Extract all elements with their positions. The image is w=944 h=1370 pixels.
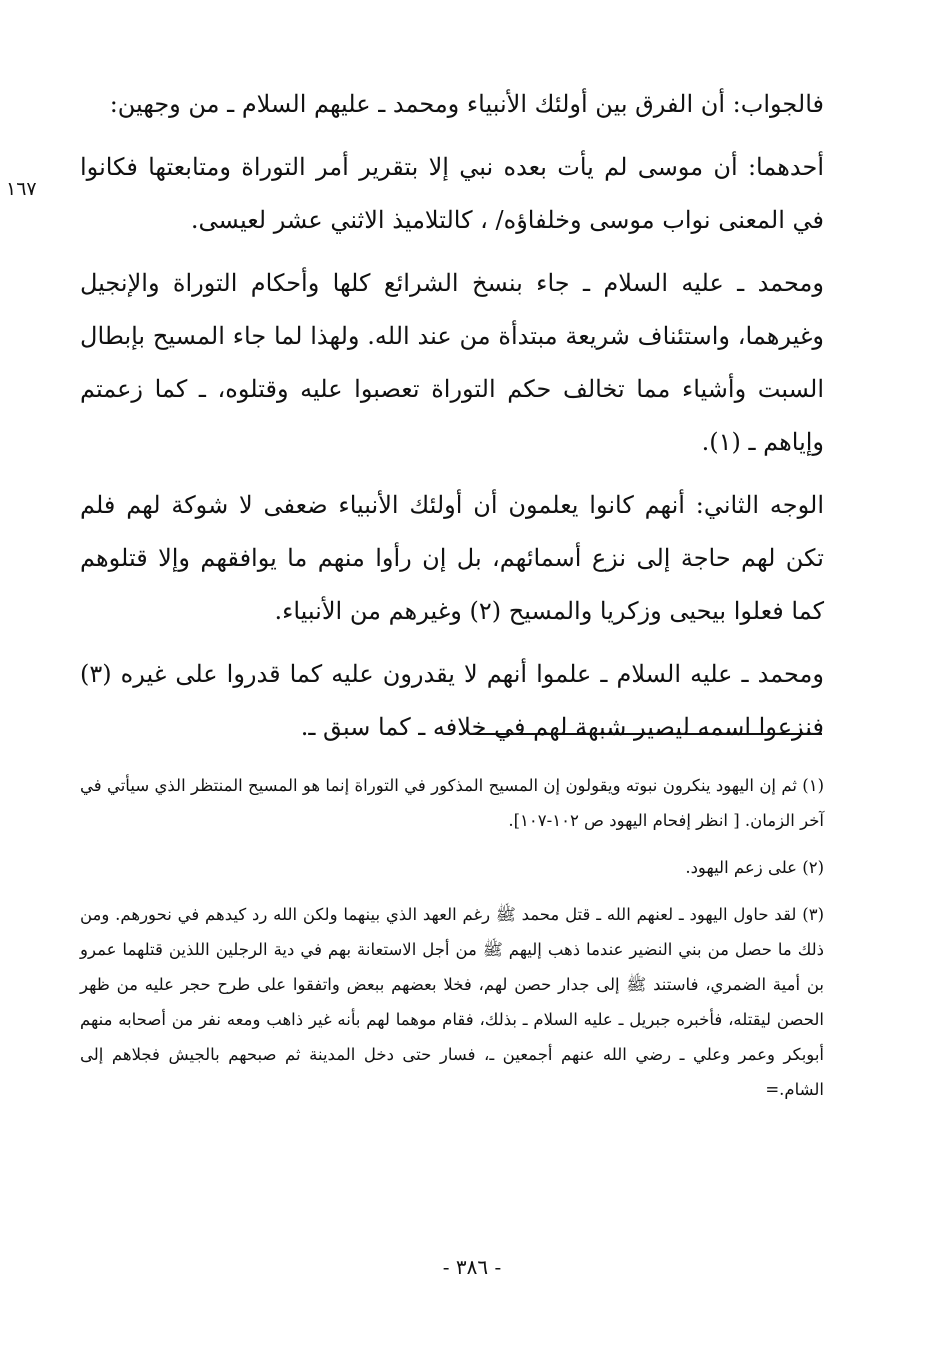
paragraph-second-aspect: الوجه الثاني: أنهم كانوا يعلمون أن أولئك الأنبياء ضعفى لا شوكة لهم فلم تكن لهم حاجة إلى نزع أسمائهم، بل إن رأوا منهم ما يوافقهم وإلا قتلوهم كما فعلوا بيحيى وزكريا والمسيح (٢) وغيرهم من الأنبياء. — [80, 491, 824, 625]
main-text — [80, 78, 824, 764]
footnote-separator — [470, 733, 822, 735]
page-number: - ٣٨٦ - — [442, 1255, 502, 1279]
footnote-1: (١) ثم إن اليهود ينكرون نبوته ويقولون إن المسيح المذكور في التوراة إنما هو المسيح المنتظر الذي سيأتي في آخر الزمان. [ انظر إفحام اليهود ص ١٠٢-١٠٧]. — [80, 776, 824, 830]
footnote-3: (٣) لقد حاول اليهود ـ لعنهم الله ـ قتل محمد ﷺ رغم العهد الذي بينهما ولكن الله رد كيدهم في نحورهم. ومن ذلك ما حصل من بني النضير عندما ذهب إليهم ﷺ من أجل الاستعانة بهم في دية الرجلين اللذين قتلهما عمرو بن أمية الضمري، فاستند ﷺ إلى جدار حصن لهم، فخلا بعضهم ببعض واتفقوا على طرح حجر عليه من ظهر الحصن ليقتله، فأخبره جبريل ـ عليه السلام ـ بذلك، فقام موهما لهم بأنه غير ذاهب ومعه نفر من أصحابه منهم أبوبكر وعمر وعلي ـ رضي الله عنهم أجمعين ـ، فسار حتى دخل المدينة ثم صبحهم بالجيش فجلاهم إلى الشام.= — [80, 905, 824, 1099]
footnotes — [80, 768, 824, 1119]
margin-page-reference: ١٦٧ — [6, 178, 37, 200]
paragraph-answer-intro: فالجواب: أن الفرق بين أولئك الأنبياء ومحمد ـ عليهم السلام ـ من وجهين: — [109, 90, 824, 118]
footnote-2: (٢) على زعم اليهود. — [685, 858, 824, 877]
paragraph-muhammad-name-removal: ومحمد ـ عليه السلام ـ علموا أنهم لا يقدرون عليه كما قدروا على غيره (٣) فنزعوا اسمه ليصير شبهة لهم في خلافه ـ كما سبق ـ. — [80, 660, 824, 741]
paragraph-first-aspect: أحدهما: أن موسى لم يأت بعده نبي إلا بتقرير أمر التوراة ومتابعتها فكانوا في المعنى نواب موسى وخلفاؤه/ ، كالتلاميذ الاثني عشر لعيسى. — [80, 153, 824, 234]
paragraph-muhammad-abrogation: ومحمد ـ عليه السلام ـ جاء بنسخ الشرائع كلها وأحكام التوراة والإنجيل وغيرهما، واستئناف شريعة مبتدأة من عند الله. ولهذا لما جاء المسيح بإبطال السبت وأشياء مما تخالف حكم التوراة تعصبوا عليه وقتلوه، ـ كما زعمتم وإياهم ـ (١). — [80, 269, 825, 456]
